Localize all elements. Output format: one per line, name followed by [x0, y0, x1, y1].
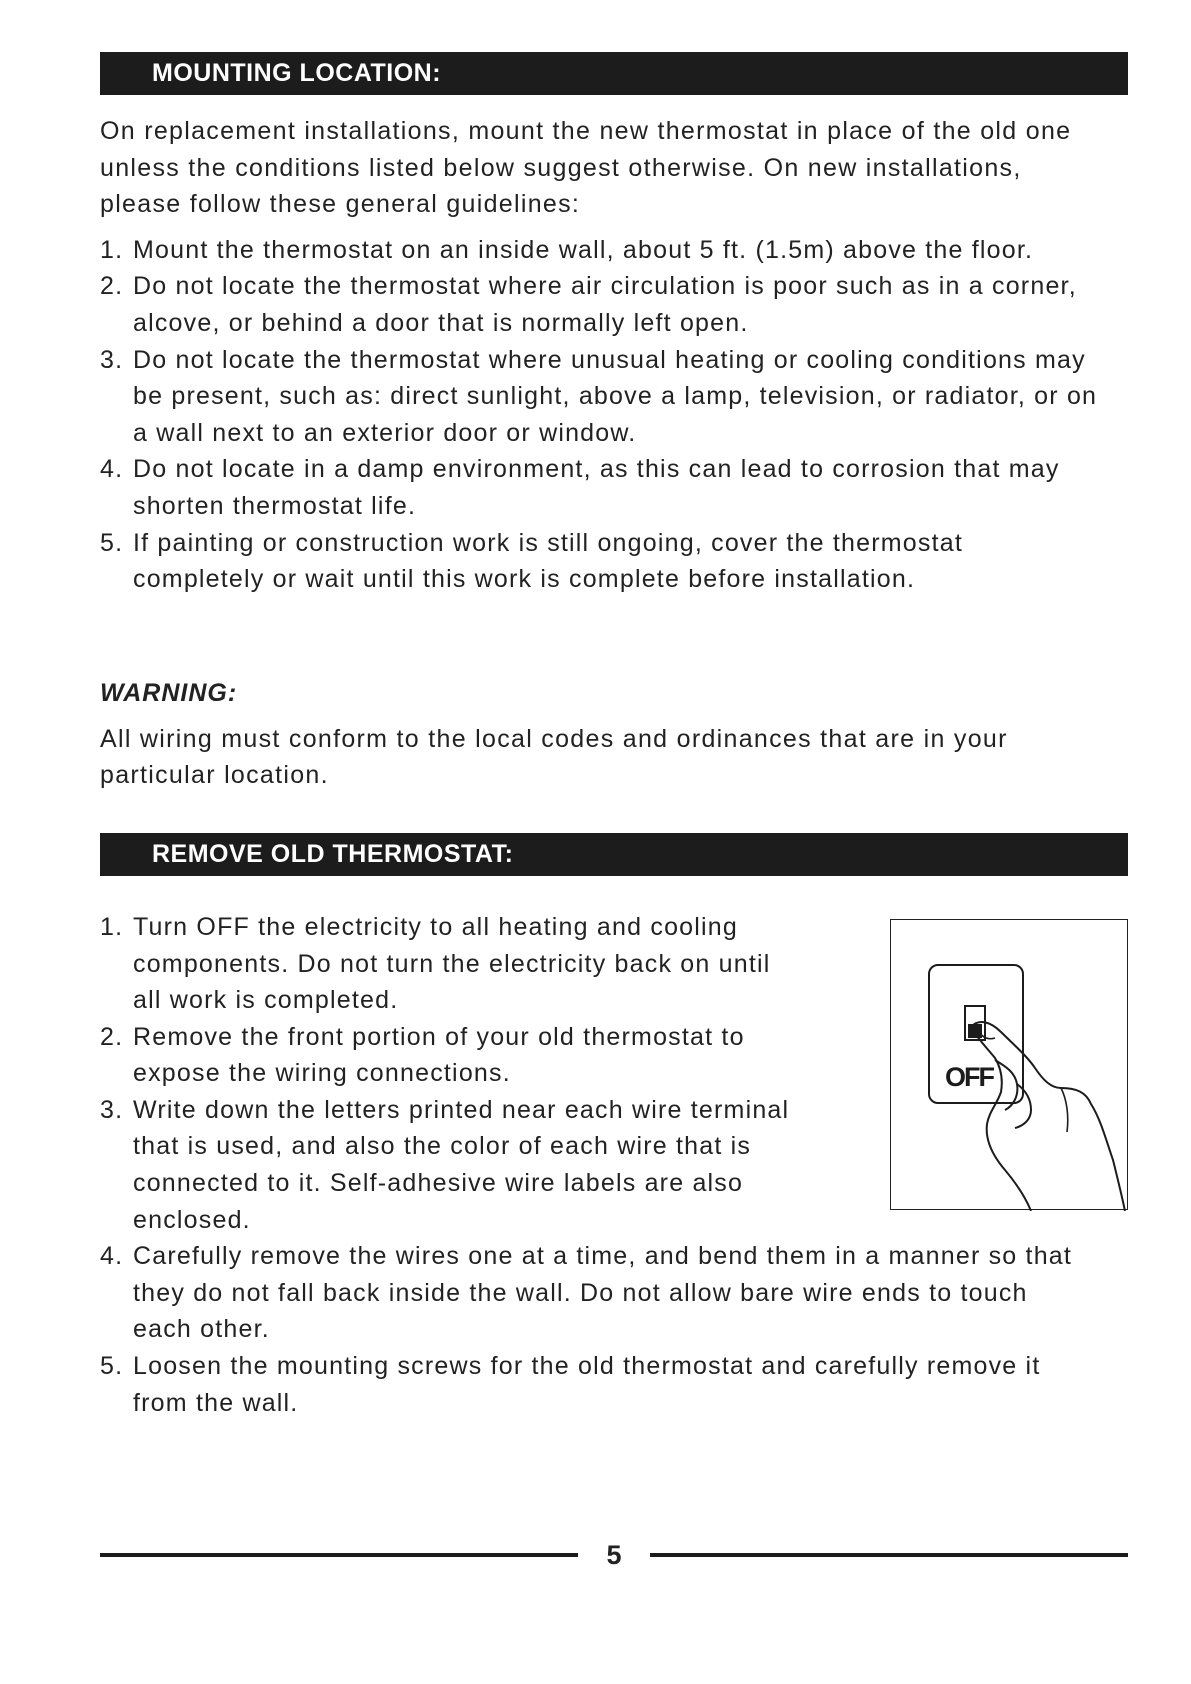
remove-old-thermostat-heading: REMOVE OLD THERMOSTAT:	[100, 833, 1128, 876]
intro-line: unless the conditions listed below suggest otherwise. On new installations,	[100, 153, 1022, 182]
item-number: 4.	[100, 1242, 124, 1271]
item-number: 2.	[100, 272, 124, 301]
mounting-intro	[100, 113, 1128, 223]
item-line: each other.	[133, 1315, 270, 1344]
item-line: Do not locate the thermostat where air circulation is poor such as in a corner,	[133, 272, 1077, 301]
item-line: they do not fall back inside the wall. Do not allow bare wire ends to touch	[133, 1278, 1028, 1307]
item-number: 3.	[100, 1095, 124, 1124]
item-line: Turn OFF the electricity to all heating and cooling	[133, 912, 738, 941]
remove-section-body	[100, 909, 1128, 1421]
intro-line: On replacement installations, mount the new thermostat in place of the old one	[100, 117, 1072, 145]
warning-line: All wiring must conform to the local codes and ordinances that are in your	[100, 724, 1008, 753]
footer-rule-right	[650, 1553, 1128, 1557]
item-line: completely or wait until this work is complete before installation.	[133, 565, 916, 594]
item-line: Loosen the mounting screws for the old thermostat and carefully remove it	[133, 1352, 1041, 1381]
mounting-location-heading: MOUNTING LOCATION:	[100, 52, 1128, 95]
warning-title: WARNING:	[100, 678, 238, 707]
item-line: expose the wiring connections.	[133, 1059, 511, 1088]
item-number: 1.	[100, 235, 124, 264]
list-item	[100, 232, 1128, 269]
item-line: If painting or construction work is still ongoing, cover the thermostat	[133, 528, 963, 557]
list-item	[100, 342, 1128, 452]
list-item	[100, 268, 1128, 341]
remove-steps-list	[100, 909, 1128, 1421]
item-number: 4.	[100, 455, 124, 484]
item-line: all work is completed.	[133, 986, 399, 1015]
item-line: enclosed.	[133, 1205, 251, 1234]
item-line: that is used, and also the color of each wire that is	[133, 1132, 752, 1161]
list-item	[100, 909, 1128, 1019]
item-line: Do not locate the thermostat where unusual heating or cooling conditions may	[133, 345, 1086, 374]
item-line: Carefully remove the wires one at a time, and bend them in a manner so that	[133, 1242, 1073, 1271]
list-item	[100, 1092, 1128, 1238]
page-footer	[100, 1535, 1128, 1575]
item-line: Do not locate in a damp environment, as this can lead to corrosion that may	[133, 455, 1060, 484]
intro-line: please follow these general guidelines:	[100, 190, 581, 219]
item-line: a wall next to an exterior door or window.	[133, 418, 637, 447]
manual-page	[100, 52, 1128, 1421]
item-line: shorten thermostat life.	[133, 491, 417, 520]
item-line: connected to it. Self-adhesive wire labels are also	[133, 1169, 744, 1198]
item-number: 5.	[100, 528, 124, 557]
item-line: Mount the thermostat on an inside wall, about 5 ft. (1.5m) above the floor.	[133, 235, 1034, 264]
warning-line: particular location.	[100, 761, 329, 790]
item-line: alcove, or behind a door that is normally left open.	[133, 308, 749, 337]
list-item	[100, 451, 1128, 524]
item-number: 5.	[100, 1352, 124, 1381]
list-item	[100, 525, 1128, 598]
item-number: 3.	[100, 345, 124, 374]
list-item	[100, 1019, 1128, 1092]
item-line: Write down the letters printed near each wire terminal	[133, 1095, 790, 1124]
mounting-guidelines-list	[100, 232, 1128, 598]
off-label: OFF	[945, 1061, 993, 1092]
page-number: 5	[606, 1540, 622, 1570]
list-item	[100, 1238, 1128, 1348]
item-line: from the wall.	[133, 1388, 299, 1417]
list-item	[100, 1348, 1128, 1421]
warning-text	[100, 721, 1128, 794]
item-number: 2.	[100, 1022, 124, 1051]
item-line: components. Do not turn the electricity back on until	[133, 949, 771, 978]
item-line: be present, such as: direct sunlight, above a lamp, television, or radiator, or on	[133, 382, 1098, 411]
item-line: Remove the front portion of your old thermostat to	[133, 1022, 745, 1051]
item-number: 1.	[100, 912, 124, 941]
